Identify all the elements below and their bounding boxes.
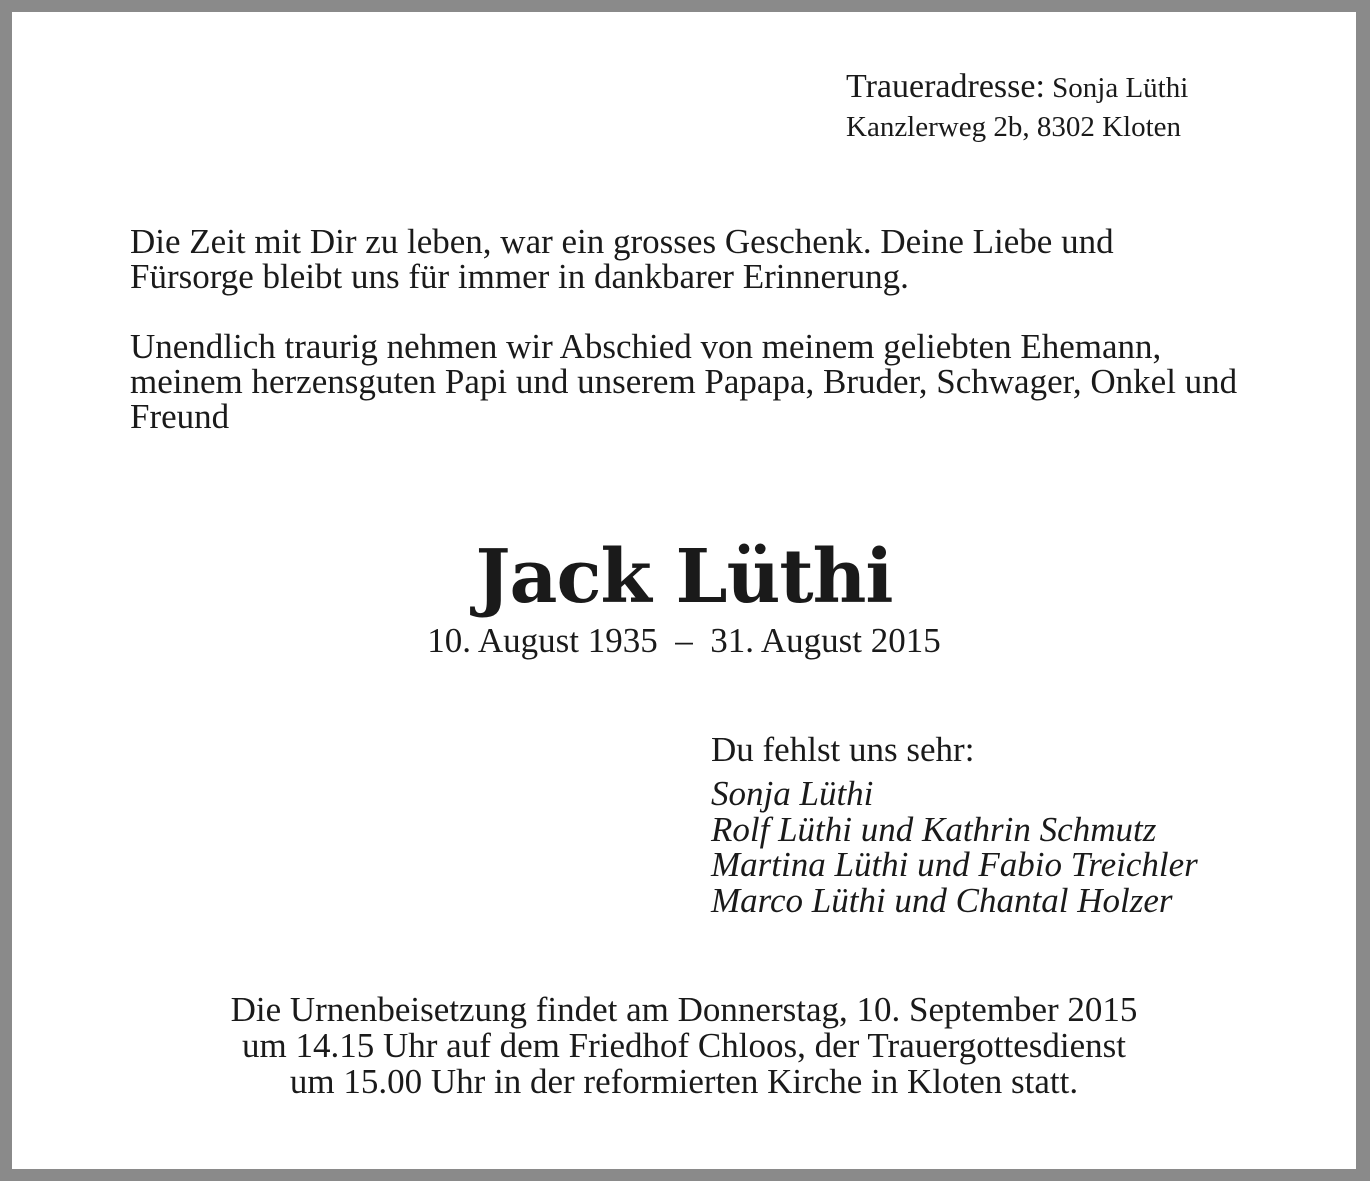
deceased-name: Jack Lüthi bbox=[475, 534, 893, 620]
mourners-list bbox=[711, 776, 1198, 918]
obituary-notice bbox=[12, 12, 1356, 1169]
mourning-address-name: Sonja Lüthi bbox=[1052, 72, 1189, 104]
mourners-block bbox=[711, 730, 1198, 918]
date-separator: – bbox=[675, 621, 693, 660]
mourning-address-line bbox=[846, 66, 1188, 109]
ceremony-line-cemetery: um 14.15 Uhr auf dem Friedhof Chloos, der Trauergottesdienst bbox=[242, 1026, 1126, 1065]
mourner-name: Martina Lüthi und Fabio Treichler bbox=[711, 845, 1198, 884]
mourner-name: Rolf Lüthi und Kathrin Schmutz bbox=[711, 809, 1157, 849]
mourner-name: Marco Lüthi und Chantal Holzer bbox=[711, 880, 1173, 920]
mourning-address-label: Traueradresse: bbox=[846, 68, 1045, 105]
mourning-address-street: Kanzlerweg 2b, 8302 Kloten bbox=[846, 111, 1182, 143]
life-dates bbox=[12, 620, 1356, 662]
intro-paragraph-gift: Die Zeit mit Dir zu leben, war ein grosses Geschenk. Deine Liebe und Fürsorge bleibt uns für immer in dankbarer Erinnerung. bbox=[130, 222, 1114, 296]
intro-paragraph-farewell: Unendlich traurig nehmen wir Abschied von meinem geliebten Ehemann, meinem herzensguten Papi und unserem Papapa, Bruder, Schwager, Onkel und Freund bbox=[130, 327, 1238, 436]
death-date: 31. August 2015 bbox=[710, 621, 941, 660]
mourner-name: Sonja Lüthi bbox=[711, 774, 874, 813]
ceremony-line-church: um 15.00 Uhr in der reformierten Kirche in Kloten statt. bbox=[289, 1062, 1079, 1101]
intro-text bbox=[130, 224, 1240, 434]
birth-date: 10. August 1935 bbox=[427, 621, 658, 660]
mourning-address bbox=[846, 66, 1188, 145]
ceremony-details bbox=[12, 992, 1356, 1100]
mourners-heading: Du fehlst uns sehr: bbox=[711, 730, 975, 769]
ceremony-line-burial: Die Urnenbeisetzung findet am Donnerstag, 10. September 2015 bbox=[230, 990, 1138, 1029]
